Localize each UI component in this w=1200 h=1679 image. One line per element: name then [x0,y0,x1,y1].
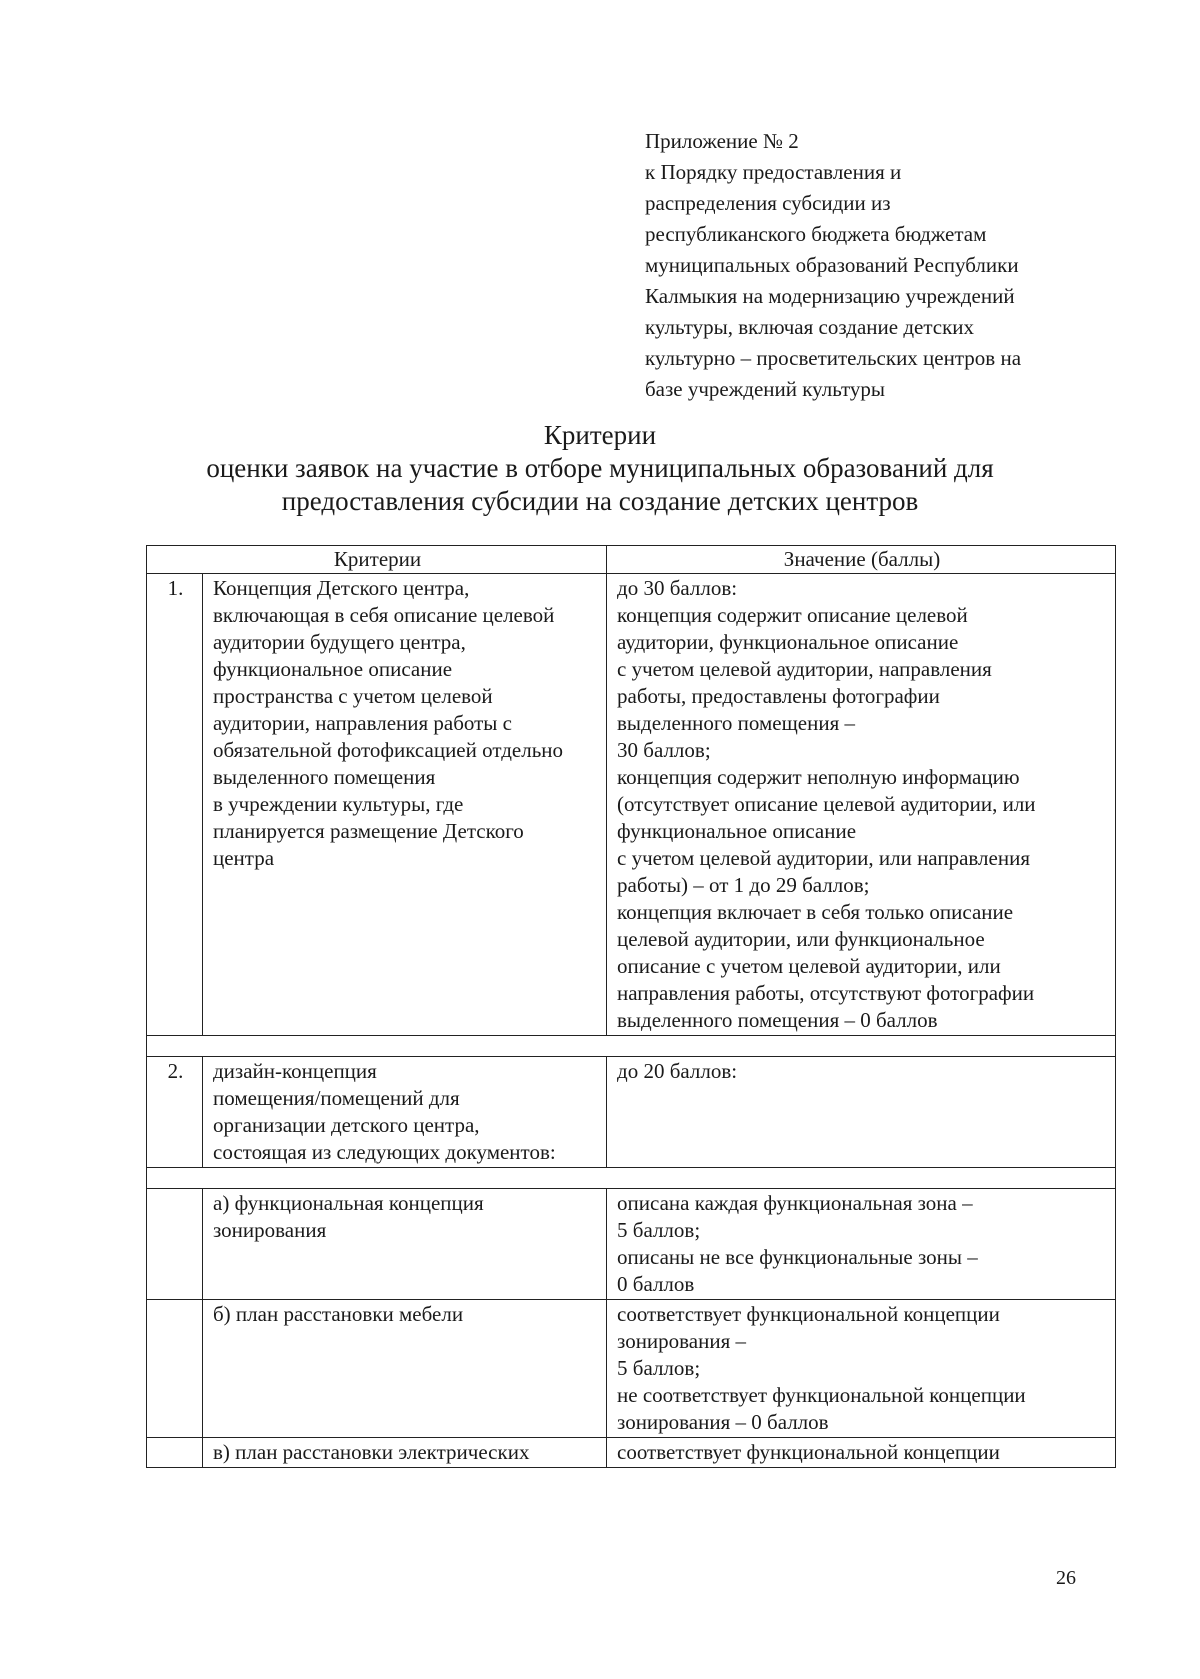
value-cell [607,1189,1116,1300]
value-line: выделенного помещения – [617,711,855,735]
table-row [147,1057,1116,1168]
table-spacer-row [147,1168,1116,1189]
header-value: Значение (баллы) [607,546,1116,574]
criteria-line: а) функциональная концепция [213,1191,484,1215]
criteria-line: в учреждении культуры, где [213,792,464,816]
appendix-block [645,126,1165,405]
criteria-cell [203,574,607,1036]
value-line: соответствует функциональной концепции [617,1302,1000,1326]
row-number: 1. [147,574,203,1036]
criteria-line: помещения/помещений для [213,1086,460,1110]
table-row [147,1300,1116,1438]
value-line: зонирования – [617,1329,747,1353]
value-line: описание с учетом целевой аудитории, или [617,954,1001,978]
value-line: концепция включает в себя только описание [617,900,1014,924]
value-line: выделенного помещения – 0 баллов [617,1008,938,1032]
criteria-line: состоящая из следующих документов: [213,1140,556,1164]
appendix-line: Приложение № 2 [645,129,799,153]
criteria-cell [203,1438,607,1468]
appendix-line: к Порядку предоставления и [645,160,902,184]
value-line: описаны не все функциональные зоны – [617,1245,978,1269]
table-header-row [147,546,1116,574]
row-number: 2. [147,1057,203,1168]
row-number [147,1300,203,1438]
appendix-line: культурно – просветительских центров на [645,346,1022,370]
value-line: концепция содержит неполную информацию [617,765,1020,789]
criteria-line: организации детского центра, [213,1113,480,1137]
criteria-line: дизайн-концепция [213,1059,377,1083]
value-line: соответствует функциональной концепции [617,1440,1000,1464]
value-line: зонирования – 0 баллов [617,1410,829,1434]
appendix-line: распределения субсидии из [645,191,891,215]
appendix-line: Калмыкия на модернизацию учреждений [645,284,1015,308]
table-row [147,574,1116,1036]
criteria-line: выделенного помещения [213,765,436,789]
value-cell [607,1057,1116,1168]
value-cell [607,1438,1116,1468]
table-spacer-row [147,1036,1116,1057]
title-main: Критерии [543,420,657,450]
value-line: не соответствует функциональной концепции [617,1383,1026,1407]
value-cell [607,1300,1116,1438]
criteria-line: Концепция Детского центра, [213,576,470,600]
value-line: описана каждая функциональная зона – [617,1191,973,1215]
value-line: аудитории, функциональное описание [617,630,959,654]
criteria-line: планируется размещение Детского [213,819,524,843]
value-line: 5 баллов; [617,1218,701,1242]
criteria-line: б) план расстановки мебели [213,1302,464,1326]
criteria-line: обязательной фотофиксацией отдельно [213,738,564,762]
appendix-line: муниципальных образований Республики [645,253,1019,277]
row-number [147,1189,203,1300]
criteria-cell [203,1057,607,1168]
criteria-line: центра [213,846,275,870]
table-row [147,1189,1116,1300]
spacer-cell [147,1036,1116,1057]
appendix-line: культуры, включая создание детских [645,315,975,339]
criteria-line: функциональное описание [213,657,453,681]
page-number: 26 [1056,1567,1076,1589]
criteria-table [146,545,1116,1468]
value-line: 30 баллов; [617,738,711,762]
row-number [147,1438,203,1468]
value-line: до 20 баллов: [617,1059,738,1083]
appendix-line: республиканского бюджета бюджетам [645,222,987,246]
criteria-line: зонирования [213,1218,327,1242]
appendix-line: базе учреждений культуры [645,377,885,401]
criteria-line: аудитории, направления работы с [213,711,512,735]
title-subtitle-line: оценки заявок на участие в отборе муниципальных образований для [206,453,994,483]
value-line: 0 баллов [617,1272,695,1296]
value-line: 5 баллов; [617,1356,701,1380]
title-subtitle-line: предоставления субсидии на создание детских центров [281,486,919,516]
value-line: целевой аудитории, или функциональное [617,927,985,951]
value-line: работы) – от 1 до 29 баллов; [617,873,870,897]
value-line: до 30 баллов: [617,576,738,600]
document-title [0,418,1200,518]
criteria-cell [203,1300,607,1438]
value-line: с учетом целевой аудитории, направления [617,657,992,681]
value-line: работы, предоставлены фотографии [617,684,940,708]
value-cell [607,574,1116,1036]
value-line: концепция содержит описание целевой [617,603,968,627]
value-line: (отсутствует описание целевой аудитории, или [617,792,1036,816]
header-criteria: Критерии [147,546,607,574]
criteria-line: в) план расстановки электрических [213,1440,530,1464]
criteria-line: включающая в себя описание целевой [213,603,555,627]
criteria-line: пространства с учетом целевой [213,684,493,708]
value-line: функциональное описание [617,819,857,843]
criteria-cell [203,1189,607,1300]
value-line: с учетом целевой аудитории, или направления [617,846,1030,870]
table-row [147,1438,1116,1468]
spacer-cell [147,1168,1116,1189]
criteria-line: аудитории будущего центра, [213,630,466,654]
value-line: направления работы, отсутствуют фотографии [617,981,1035,1005]
